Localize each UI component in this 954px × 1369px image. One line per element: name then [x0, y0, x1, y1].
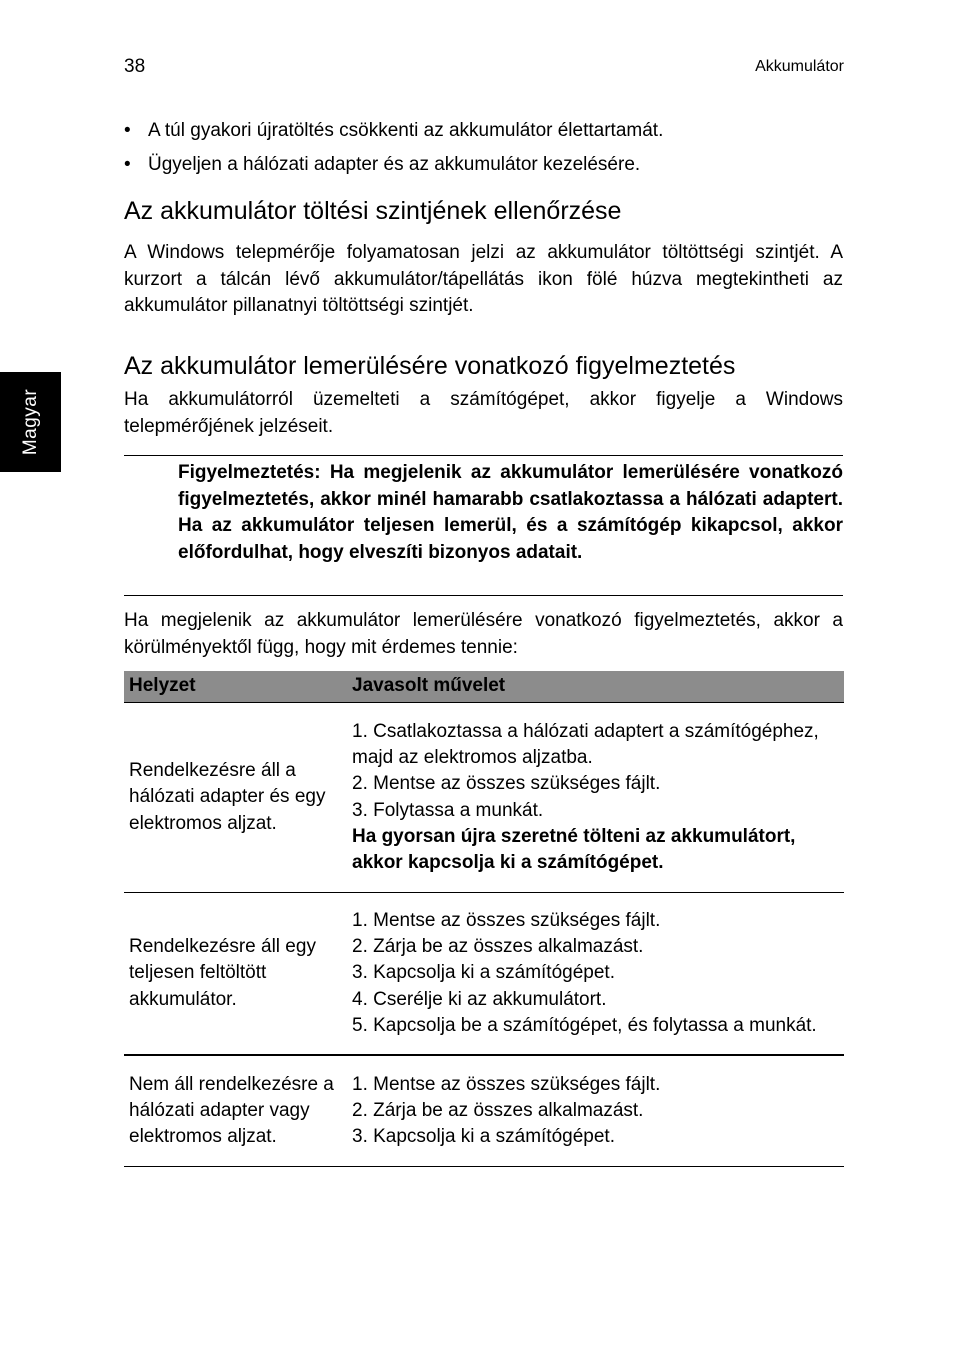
step-item: 3. Folytassa a munkát.: [352, 799, 544, 821]
actions-cell: [347, 893, 844, 1056]
step-item: 2. Mentse az összes szükséges fájlt.: [352, 773, 661, 795]
step-item: 1. Csatlakoztassa a hálózati adaptert a számítógéphez, majd az elektromos aljzatba.: [352, 720, 819, 768]
situation-cell: Rendelkezésre áll egy teljesen feltöltött akkumulátor.: [124, 893, 347, 1056]
language-side-tab: [0, 372, 61, 472]
section-heading-low-battery-warning: Az akkumulátor lemerülésére vonatkozó figyelmeztetés: [124, 352, 736, 380]
step-item: 3. Kapcsolja ki a számítógépet.: [352, 1126, 615, 1148]
bullet-marker: •: [124, 120, 131, 141]
bullet-text: Ügyeljen a hálózati adapter és az akkumulátor kezelésére.: [148, 154, 641, 175]
step-item: 1. Mentse az összes szükséges fájlt.: [352, 909, 661, 931]
step-note: Ha gyorsan újra szeretné tölteni az akkumulátort, akkor kapcsolja ki a számítógépet.: [352, 825, 796, 874]
step-item: 4. Cserélje ki az akkumulátort.: [352, 988, 607, 1010]
recommended-actions-table: [124, 671, 844, 1167]
step-item: 3. Kapcsolja ki a számítógépet.: [352, 962, 615, 984]
step-item: 5. Kapcsolja be a számítógépet, és folytassa a munkát.: [352, 1014, 817, 1036]
situation-cell: Rendelkezésre áll a hálózati adapter és egy elektromos aljzat.: [124, 703, 347, 893]
section-body-low-battery: Ha akkumulátorról üzemelteti a számítógépet, akkor figyelje a Windows telepmérőjének jelzéseit.: [124, 389, 843, 437]
page-number: 38: [124, 56, 146, 77]
actions-cell: [347, 1055, 844, 1167]
table-row: [124, 703, 844, 893]
situation-cell: Nem áll rendelkezésre a hálózati adapter vagy elektromos aljzat.: [124, 1055, 347, 1167]
bullet-text: A túl gyakori újratöltés csökkenti az akkumulátor élettartamát.: [148, 120, 664, 141]
actions-cell: [347, 703, 844, 893]
header-situation: Helyzet: [124, 671, 347, 703]
section-body-charge-level: A Windows telepmérője folyamatosan jelzi az akkumulátor töltöttségi szintjét. A kurzort a tálcán lévő akkumulátor/tápellátás ikon fölé húzva megtekintheti az akkumulátor pillanatnyi töltöttségi szintjét.: [124, 242, 843, 316]
warning-box: Figyelmeztetés: Ha megjelenik az akkumulátor lemerülésére vonatkozó figyelmeztetés, akkor minél hamarabb csatlakoztassa a hálózati adaptert. Ha az akkumulátor teljesen lemerül, és a számítógép kikapcsol, akkor előfordulhat, hogy elveszíti bizonyos adatait.: [178, 462, 843, 563]
table-intro: Ha megjelenik az akkumulátor lemerülésére vonatkozó figyelmeztetés, akkor a körülményektől függ, hogy mit érdemes tennie:: [124, 610, 843, 658]
table-row: [124, 893, 844, 1056]
bullet-marker: •: [124, 154, 131, 175]
step-item: 2. Zárja be az összes alkalmazást.: [352, 1099, 644, 1121]
running-title: Akkumulátor: [755, 58, 844, 75]
header-recommended-action: Javasolt művelet: [347, 671, 844, 703]
warning-bottom-rule: [124, 595, 843, 596]
step-item: 1. Mentse az összes szükséges fájlt.: [352, 1073, 661, 1095]
step-item: 2. Zárja be az összes alkalmazást.: [352, 936, 644, 958]
warning-top-rule: [124, 455, 843, 456]
language-label: Magyar: [19, 388, 41, 456]
table-header-row: [124, 671, 844, 703]
table-row: [124, 1055, 844, 1167]
section-heading-charge-level: Az akkumulátor töltési szintjének ellenőrzése: [124, 197, 622, 225]
